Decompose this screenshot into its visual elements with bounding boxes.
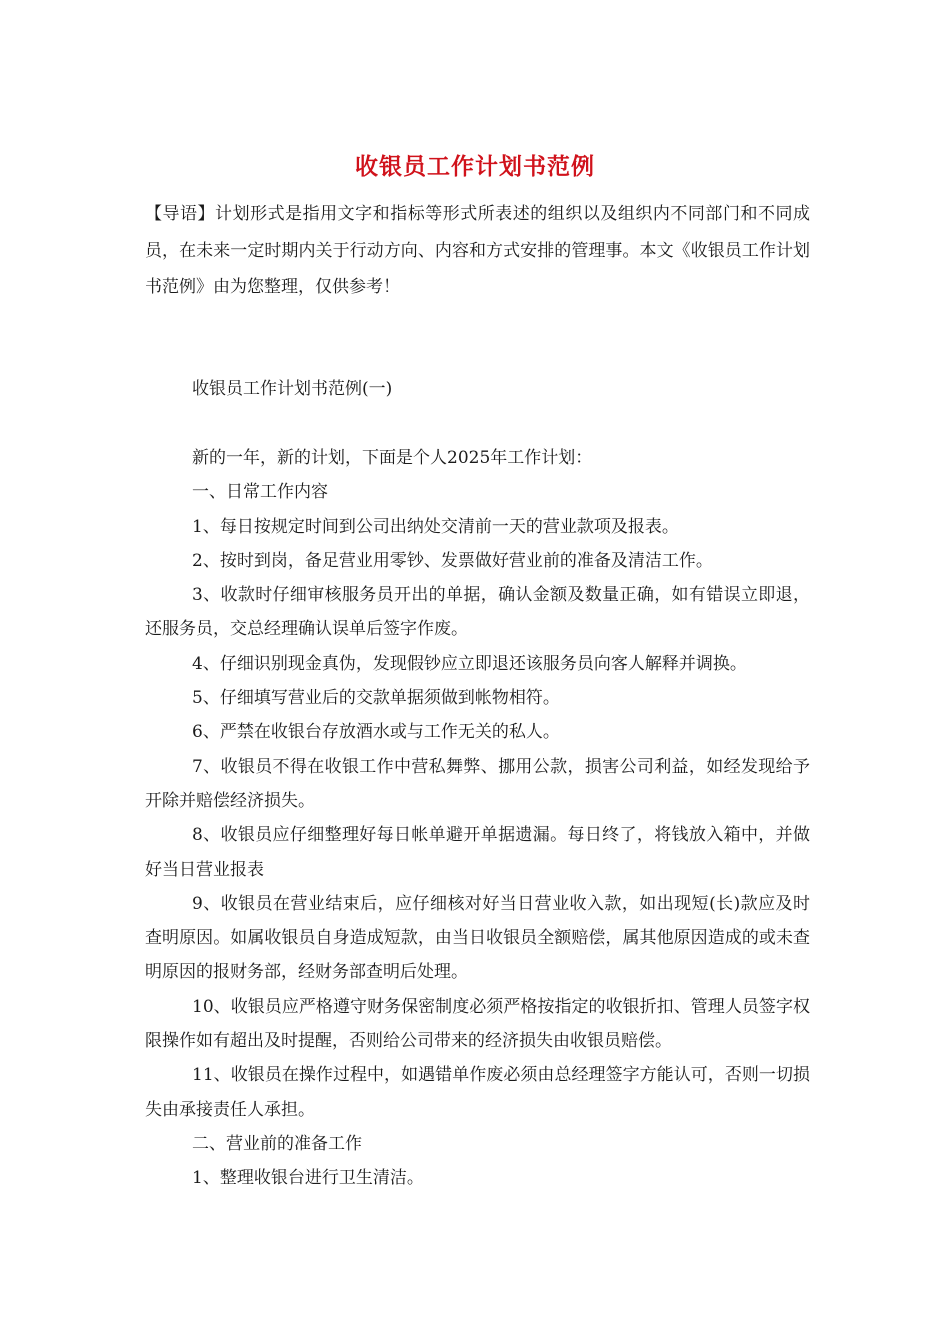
paragraph: 9、收银员在营业结束后，应仔细核对好当日营业收入款，如出现短(长)款应及时查明原因。如属收银员自身造成短款，由当日收银员全额赔偿，属其他原因造成的或未查明原因的报财务部，经财务部查明后处理。: [145, 893, 810, 983]
paragraph: 7、收银员不得在收银工作中营私舞弊、挪用公款，损害公司利益，如经发现给予开除并赔偿经济损失。: [145, 756, 810, 811]
paragraph: 3、收款时仔细审核服务员开出的单据，确认金额及数量正确，如有错误立即退，还服务员，交总经理确认误单后签字作废。: [145, 585, 810, 640]
paragraph: 4、仔细识别现金真伪，发现假钞应立即退还该服务员向客人解释并调换。: [192, 653, 747, 674]
intro-paragraph: 【导语】计划形式是指用文字和指标等形式所表述的组织以及组织内不同部门和不同成员，在未来一定时期内关于行动方向、内容和方式安排的管理事。本文《收银员工作计划书范例》由为您整理，仅供参考！: [145, 204, 810, 297]
paragraph: 1、整理收银台进行卫生清洁。: [192, 1168, 424, 1189]
paragraph: 一、日常工作内容: [192, 482, 328, 503]
section-title: 收银员工作计划书范例(一): [192, 379, 393, 399]
paragraph: 10、收银员应严格遵守财务保密制度必须严格按指定的收银折扣、管理人员签字权限操作如有超出及时提醒，否则给公司带来的经济损失由收银员赔偿。: [145, 996, 810, 1052]
paragraph: 新的一年，新的计划，下面是个人2025年工作计划：: [192, 448, 593, 468]
paragraph: 二、营业前的准备工作: [192, 1133, 362, 1154]
paragraph: 6、严禁在收银台存放酒水或与工作无关的私人。: [192, 722, 560, 743]
document-body: [145, 441, 810, 1196]
paragraph: 8、收银员应仔细整理好每日帐单避开单据遗漏。每日终了，将钱放入箱中，并做好当日营业报表: [145, 825, 810, 880]
page-title: 收银员工作计划书范例: [355, 153, 595, 180]
paragraph: 5、仔细填写营业后的交款单据须做到帐物相符。: [192, 688, 560, 709]
paragraph: 1、每日按规定时间到公司出纳处交清前一天的营业款项及报表。: [192, 516, 679, 537]
paragraph: 11、收银员在操作过程中，如遇错单作废必须由总经理签字方能认可，否则一切损失由承接责任人承担。: [145, 1065, 810, 1120]
paragraph: 2、按时到岗，备足营业用零钞、发票做好营业前的准备及清洁工作。: [192, 550, 713, 571]
